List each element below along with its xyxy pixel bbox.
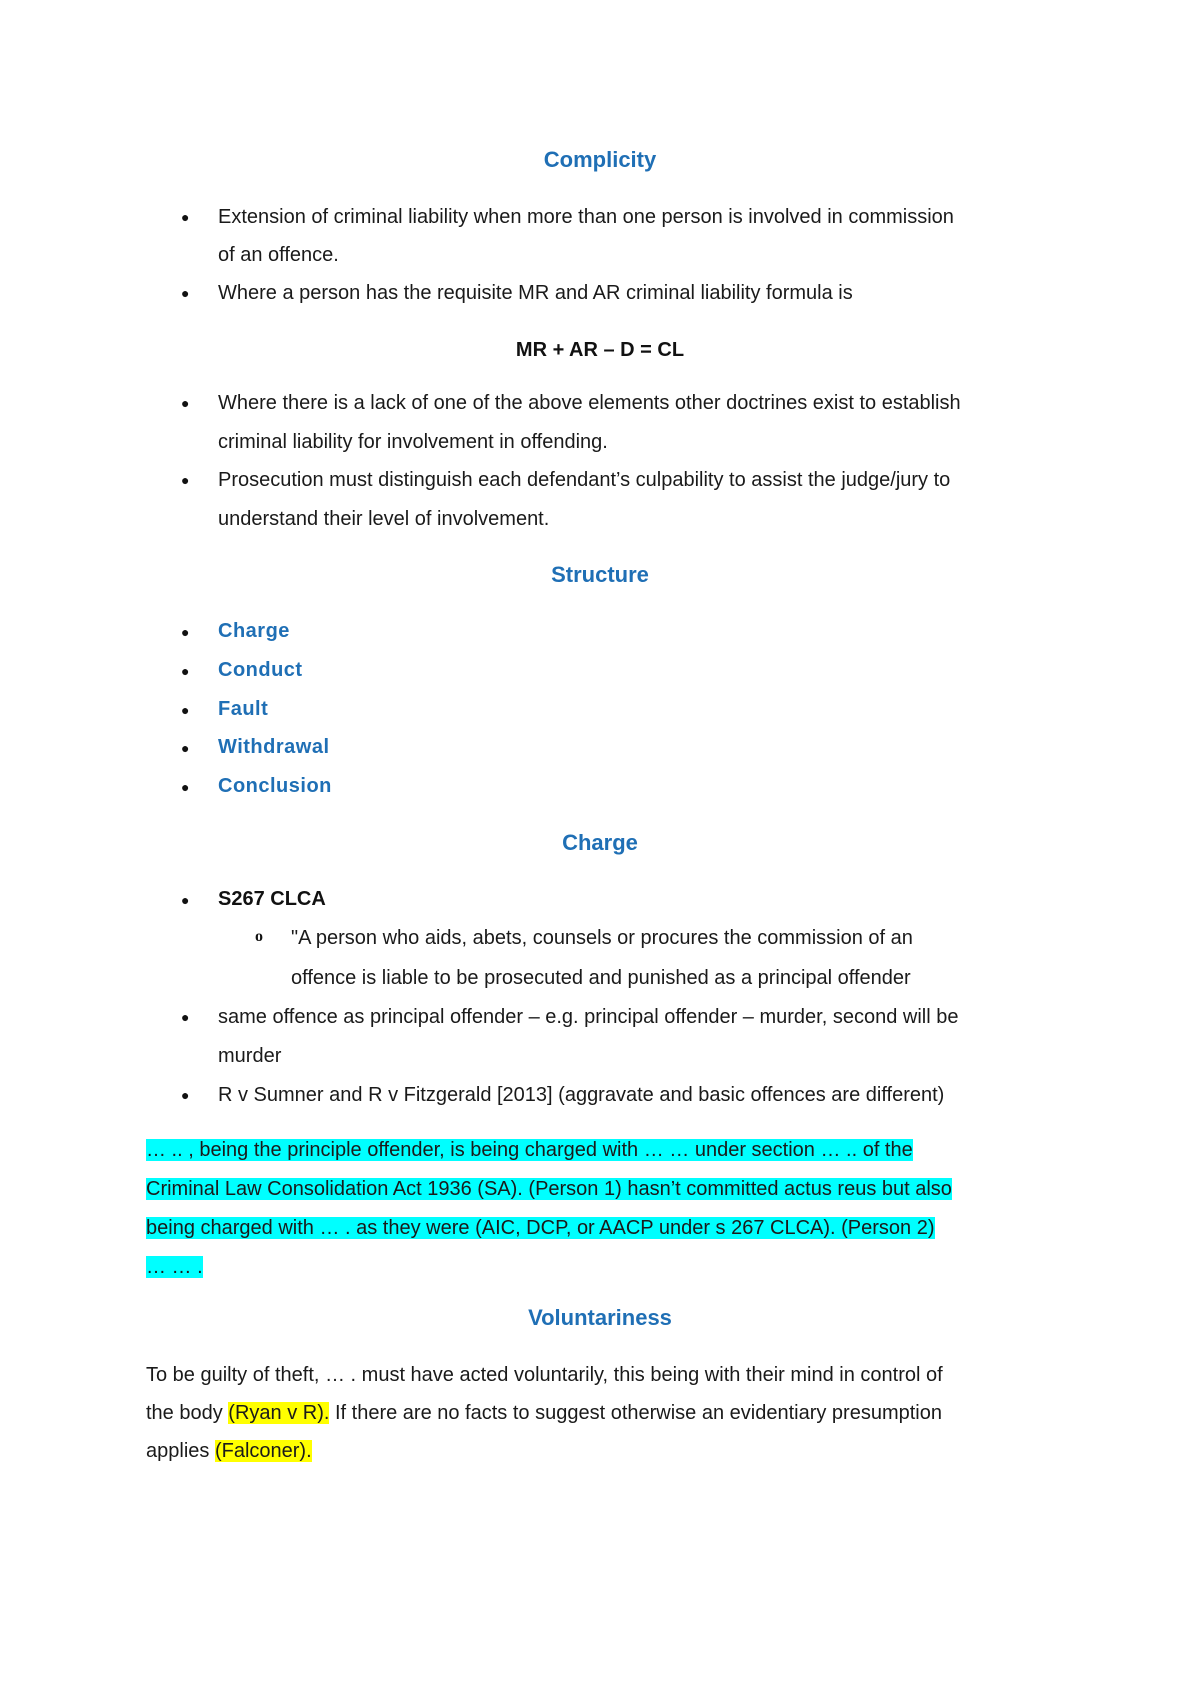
charge-s267-clca: S267 CLCA — [218, 888, 326, 910]
charge-template-line-3 — [146, 1214, 935, 1242]
bullet-icon: ● — [181, 779, 190, 795]
bullet-icon: ● — [181, 624, 190, 640]
highlight-cyan: … … . — [146, 1256, 203, 1278]
bullet-icon: ● — [181, 1009, 190, 1025]
complicity-bullet-1-line-1: Extension of criminal liability when more than one person is involved in commission — [218, 206, 954, 228]
structure-item-conclusion: Conclusion — [218, 775, 332, 797]
bullet-icon: ● — [181, 395, 190, 411]
heading-complicity: Complicity — [543, 147, 657, 172]
highlight-cyan: Criminal Law Consolidation Act 1936 (SA). (Person 1) hasn’t committed actus reus but also — [146, 1178, 952, 1200]
bullet-icon: ● — [181, 285, 190, 301]
case-ryan-v-r-highlight: (Ryan v R). — [228, 1402, 330, 1424]
complicity-bullet-3-line-1: Where there is a lack of one of the above elements other doctrines exist to establish — [218, 392, 961, 414]
heading-voluntariness: Voluntariness — [528, 1305, 672, 1330]
highlight-cyan: … .. , being the principle offender, is being charged with … … under section … .. of the — [146, 1139, 913, 1161]
charge-template-line-4 — [146, 1253, 203, 1281]
complicity-bullet-4-line-2: understand their level of involvement. — [218, 508, 550, 530]
voluntariness-line-2-post: If there are no facts to suggest otherwise an evidentiary presumption — [329, 1402, 942, 1424]
heading-charge: Charge — [562, 830, 638, 855]
structure-item-fault: Fault — [218, 698, 269, 720]
highlight-cyan: being charged with … . as they were (AIC, DCP, or AACP under s 267 CLCA). (Person 2) — [146, 1217, 935, 1239]
charge-template-line-2 — [146, 1175, 952, 1203]
voluntariness-line-2 — [146, 1399, 942, 1427]
case-falconer-highlight: (Falconer). — [214, 1440, 312, 1462]
s267-quote-line-2: offence is liable to be prosecuted and punished as a principal offender — [291, 967, 911, 989]
bullet-icon: ● — [181, 892, 190, 908]
case-reference-line: R v Sumner and R v Fitzgerald [2013] (aggravate and basic offences are different) — [218, 1084, 945, 1106]
voluntariness-line-3-pre: applies — [146, 1440, 215, 1462]
charge-template-line-1 — [146, 1136, 913, 1164]
structure-item-withdrawal: Withdrawal — [218, 736, 330, 758]
liability-formula: MR + AR – D = CL — [515, 339, 685, 361]
sub-bullet-icon: o — [255, 928, 263, 945]
bullet-icon: ● — [181, 1087, 190, 1103]
complicity-bullet-2-line-1: Where a person has the requisite MR and AR criminal liability formula is — [218, 282, 853, 304]
voluntariness-line-2-pre: the body — [146, 1402, 229, 1424]
complicity-bullet-3-line-2: criminal liability for involvement in offending. — [218, 431, 608, 453]
same-offence-line-2: murder — [218, 1045, 282, 1067]
bullet-icon: ● — [181, 472, 190, 488]
structure-item-conduct: Conduct — [218, 659, 303, 681]
voluntariness-line-1: To be guilty of theft, … . must have acted voluntarily, this being with their mind in control of — [146, 1364, 943, 1386]
complicity-bullet-4-line-1: Prosecution must distinguish each defendant’s culpability to assist the judge/jury to — [218, 469, 951, 491]
heading-structure: Structure — [551, 562, 649, 587]
s267-quote-line-1: "A person who aids, abets, counsels or procures the commission of an — [291, 927, 913, 949]
bullet-icon: ● — [181, 740, 190, 756]
bullet-icon: ● — [181, 209, 190, 225]
bullet-icon: ● — [181, 663, 190, 679]
bullet-icon: ● — [181, 702, 190, 718]
same-offence-line-1: same offence as principal offender – e.g. principal offender – murder, second will be — [218, 1006, 959, 1028]
voluntariness-line-3 — [146, 1437, 312, 1465]
structure-item-charge: Charge — [218, 620, 290, 642]
complicity-bullet-1-line-2: of an offence. — [218, 244, 339, 266]
